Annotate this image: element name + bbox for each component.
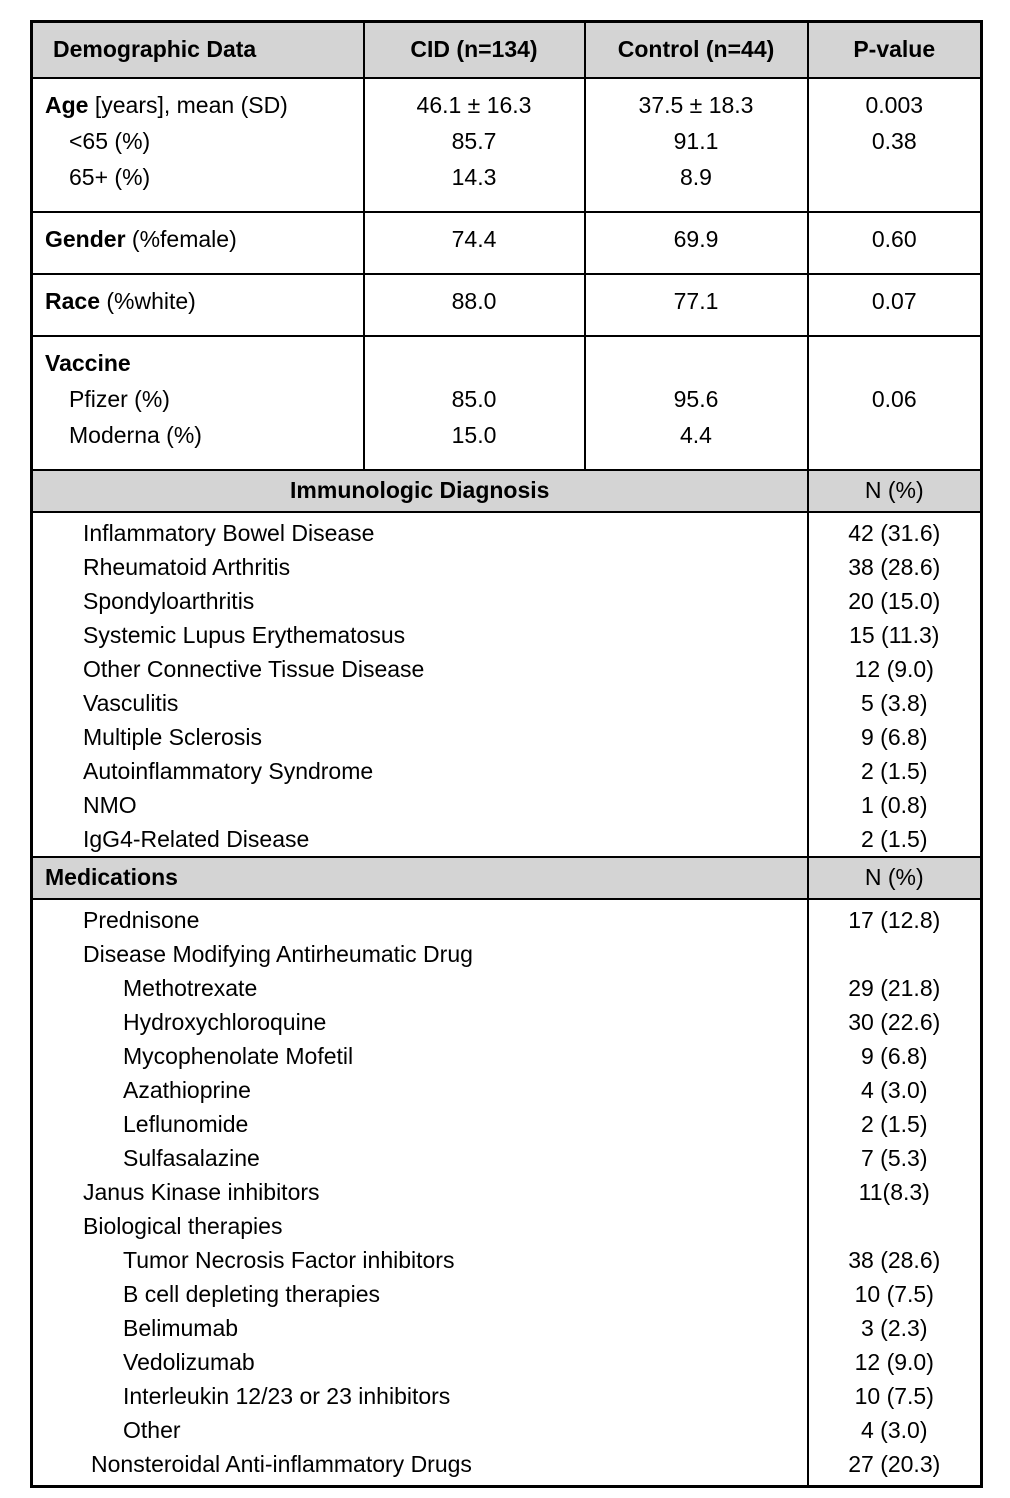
cid-value: 85.7 xyxy=(451,127,497,154)
table-header-row xyxy=(32,22,982,78)
diagnosis-item-row xyxy=(32,686,982,720)
control-value: 4.4 xyxy=(680,421,712,448)
diagnosis-item-row xyxy=(32,652,982,686)
demographic-label-line xyxy=(45,381,357,417)
control-value-cell xyxy=(585,212,808,274)
medications-item-label: Prednisone xyxy=(32,899,808,937)
medications-item-row xyxy=(32,899,982,937)
medications-item-row xyxy=(32,1243,982,1277)
medications-item-row xyxy=(32,1175,982,1209)
diagnosis-item-row xyxy=(32,550,982,584)
medications-item-row xyxy=(32,1277,982,1311)
demographic-label-line xyxy=(45,283,357,319)
demographic-label-text: (%female) xyxy=(125,225,237,252)
medications-item-row xyxy=(32,971,982,1005)
medications-item-label: Tumor Necrosis Factor inhibitors xyxy=(32,1243,808,1277)
medications-item-label: Other xyxy=(32,1413,808,1447)
diagnosis-section-title: Immunologic Diagnosis xyxy=(32,470,808,512)
medications-item-value: 29 (21.8) xyxy=(808,971,982,1005)
demographic-label-cell xyxy=(32,78,364,212)
medications-item-value: 12 (9.0) xyxy=(808,1345,982,1379)
medications-item-value: 27 (20.3) xyxy=(808,1447,982,1487)
demographic-label-cell xyxy=(32,336,364,470)
diagnosis-item-label: Spondyloarthritis xyxy=(32,584,808,618)
p-value: 0.003 xyxy=(865,91,924,118)
diagnosis-item-value: 42 (31.6) xyxy=(808,512,982,550)
pvalue-cell xyxy=(808,274,982,336)
diagnosis-item-label: IgG4-Related Disease xyxy=(32,822,808,857)
cid-value: 14.3 xyxy=(451,163,497,190)
medications-item-label: Leflunomide xyxy=(32,1107,808,1141)
cid-value: 46.1 ± 16.3 xyxy=(416,91,532,118)
demographic-row xyxy=(32,274,982,336)
medications-item-row xyxy=(32,1209,982,1243)
medications-item-label: B cell depleting therapies xyxy=(32,1277,808,1311)
pvalue-cell xyxy=(808,212,982,274)
demographic-row xyxy=(32,78,982,212)
p-value xyxy=(815,345,975,381)
pvalue-cell xyxy=(808,78,982,212)
medications-item-value xyxy=(808,937,982,971)
diagnosis-item-label: Inflammatory Bowel Disease xyxy=(32,512,808,550)
medications-item-value: 17 (12.8) xyxy=(808,899,982,937)
medications-item-label: Belimumab xyxy=(32,1311,808,1345)
cid-value: 88.0 xyxy=(451,287,497,314)
demographic-label-line xyxy=(45,345,357,381)
p-value: 0.07 xyxy=(871,287,917,314)
demographic-label-text: (%white) xyxy=(99,287,196,314)
diagnosis-item-label: Rheumatoid Arthritis xyxy=(32,550,808,584)
demographic-label-text: <65 (%) xyxy=(69,127,151,154)
p-value xyxy=(815,159,975,195)
diagnosis-item-label: Autoinflammatory Syndrome xyxy=(32,754,808,788)
medications-section-header-row xyxy=(32,857,982,899)
column-header-demographic-data: Demographic Data xyxy=(32,22,364,78)
medications-item-row xyxy=(32,1311,982,1345)
medications-item-label: Biological therapies xyxy=(32,1209,808,1243)
control-value xyxy=(592,345,801,381)
demographics-table xyxy=(30,20,983,1488)
medications-item-value: 4 (3.0) xyxy=(808,1073,982,1107)
medications-item-value: 11(8.3) xyxy=(808,1175,982,1209)
medications-item-value: 10 (7.5) xyxy=(808,1277,982,1311)
control-value-cell xyxy=(585,78,808,212)
diagnosis-item-value: 9 (6.8) xyxy=(808,720,982,754)
medications-item-row xyxy=(32,937,982,971)
demographic-label-text: 65+ (%) xyxy=(69,163,151,190)
p-value: 0.06 xyxy=(871,385,917,412)
medications-item-value: 10 (7.5) xyxy=(808,1379,982,1413)
medications-item-value: 3 (2.3) xyxy=(808,1311,982,1345)
cid-value: 74.4 xyxy=(451,225,497,252)
medications-item-value xyxy=(808,1209,982,1243)
cid-value: 85.0 xyxy=(451,385,497,412)
control-value: 77.1 xyxy=(673,287,719,314)
medications-item-label: Sulfasalazine xyxy=(32,1141,808,1175)
medications-item-label: Azathioprine xyxy=(32,1073,808,1107)
column-header-control: Control (n=44) xyxy=(585,22,808,78)
medications-item-row xyxy=(32,1073,982,1107)
cid-value xyxy=(371,345,578,381)
medications-item-value: 30 (22.6) xyxy=(808,1005,982,1039)
diagnosis-item-row xyxy=(32,618,982,652)
column-header-cid: CID (n=134) xyxy=(364,22,585,78)
diagnosis-item-row xyxy=(32,822,982,857)
p-value xyxy=(815,417,975,453)
control-value-cell xyxy=(585,336,808,470)
control-value: 91.1 xyxy=(673,127,719,154)
column-header-pvalue: P-value xyxy=(808,22,982,78)
diagnosis-item-row xyxy=(32,720,982,754)
pvalue-cell xyxy=(808,336,982,470)
control-value: 95.6 xyxy=(673,385,719,412)
diagnosis-item-value: 2 (1.5) xyxy=(808,822,982,857)
medications-item-value: 2 (1.5) xyxy=(808,1107,982,1141)
cid-value-cell xyxy=(364,212,585,274)
demographic-label-bold: Gender xyxy=(45,225,126,252)
medications-item-row xyxy=(32,1039,982,1073)
diagnosis-item-row xyxy=(32,584,982,618)
control-value: 8.9 xyxy=(680,163,712,190)
demographic-label-cell xyxy=(32,274,364,336)
p-value: 0.60 xyxy=(871,225,917,252)
diagnosis-item-value: 5 (3.8) xyxy=(808,686,982,720)
diagnosis-section-header-row xyxy=(32,470,982,512)
medications-item-label: Mycophenolate Mofetil xyxy=(32,1039,808,1073)
diagnosis-item-label: Other Connective Tissue Disease xyxy=(32,652,808,686)
diagnosis-item-value: 12 (9.0) xyxy=(808,652,982,686)
diagnosis-n-percent-header: N (%) xyxy=(808,470,982,512)
demographic-row xyxy=(32,336,982,470)
diagnosis-item-row xyxy=(32,512,982,550)
demographic-label-text: Moderna (%) xyxy=(69,421,202,448)
cid-value-cell xyxy=(364,274,585,336)
medications-n-percent-header: N (%) xyxy=(808,857,982,899)
demographic-label-text: Pfizer (%) xyxy=(69,385,170,412)
diagnosis-item-label: Vasculitis xyxy=(32,686,808,720)
medications-item-row xyxy=(32,1107,982,1141)
medications-item-row xyxy=(32,1345,982,1379)
medications-item-row xyxy=(32,1413,982,1447)
demographic-label-line xyxy=(45,87,357,123)
medications-item-row xyxy=(32,1447,982,1487)
cid-value-cell xyxy=(364,78,585,212)
demographic-label-line xyxy=(45,221,357,257)
medications-item-label: Vedolizumab xyxy=(32,1345,808,1379)
diagnosis-item-label: NMO xyxy=(32,788,808,822)
diagnosis-item-value: 2 (1.5) xyxy=(808,754,982,788)
medications-item-label: Nonsteroidal Anti-inflammatory Drugs xyxy=(32,1447,808,1487)
diagnosis-item-label: Systemic Lupus Erythematosus xyxy=(32,618,808,652)
medications-item-value: 7 (5.3) xyxy=(808,1141,982,1175)
medications-item-label: Disease Modifying Antirheumatic Drug xyxy=(32,937,808,971)
demographic-label-bold: Race xyxy=(45,287,100,314)
demographic-row xyxy=(32,212,982,274)
diagnosis-item-value: 1 (0.8) xyxy=(808,788,982,822)
demographic-label-bold: Vaccine xyxy=(45,349,131,376)
medications-item-value: 4 (3.0) xyxy=(808,1413,982,1447)
diagnosis-item-label: Multiple Sclerosis xyxy=(32,720,808,754)
diagnosis-item-value: 38 (28.6) xyxy=(808,550,982,584)
demographic-label-cell xyxy=(32,212,364,274)
cid-value-cell xyxy=(364,336,585,470)
medications-item-label: Interleukin 12/23 or 23 inhibitors xyxy=(32,1379,808,1413)
medications-item-label: Methotrexate xyxy=(32,971,808,1005)
demographic-label-bold: Age xyxy=(45,91,89,118)
diagnosis-item-row xyxy=(32,754,982,788)
demographic-label-line xyxy=(45,123,357,159)
medications-item-label: Hydroxychloroquine xyxy=(32,1005,808,1039)
control-value: 37.5 ± 18.3 xyxy=(638,91,754,118)
diagnosis-item-row xyxy=(32,788,982,822)
medications-item-row xyxy=(32,1005,982,1039)
medications-item-row xyxy=(32,1379,982,1413)
medications-item-value: 9 (6.8) xyxy=(808,1039,982,1073)
medications-item-label: Janus Kinase inhibitors xyxy=(32,1175,808,1209)
diagnosis-item-value: 20 (15.0) xyxy=(808,584,982,618)
cid-value: 15.0 xyxy=(451,421,497,448)
medications-item-value: 38 (28.6) xyxy=(808,1243,982,1277)
control-value-cell xyxy=(585,274,808,336)
demographic-label-line xyxy=(45,417,357,453)
demographic-label-line xyxy=(45,159,357,195)
diagnosis-item-value: 15 (11.3) xyxy=(808,618,982,652)
control-value: 69.9 xyxy=(673,225,719,252)
demographic-label-text: [years], mean (SD) xyxy=(88,91,288,118)
medications-item-row xyxy=(32,1141,982,1175)
medications-section-title: Medications xyxy=(32,857,808,899)
p-value: 0.38 xyxy=(871,127,917,154)
